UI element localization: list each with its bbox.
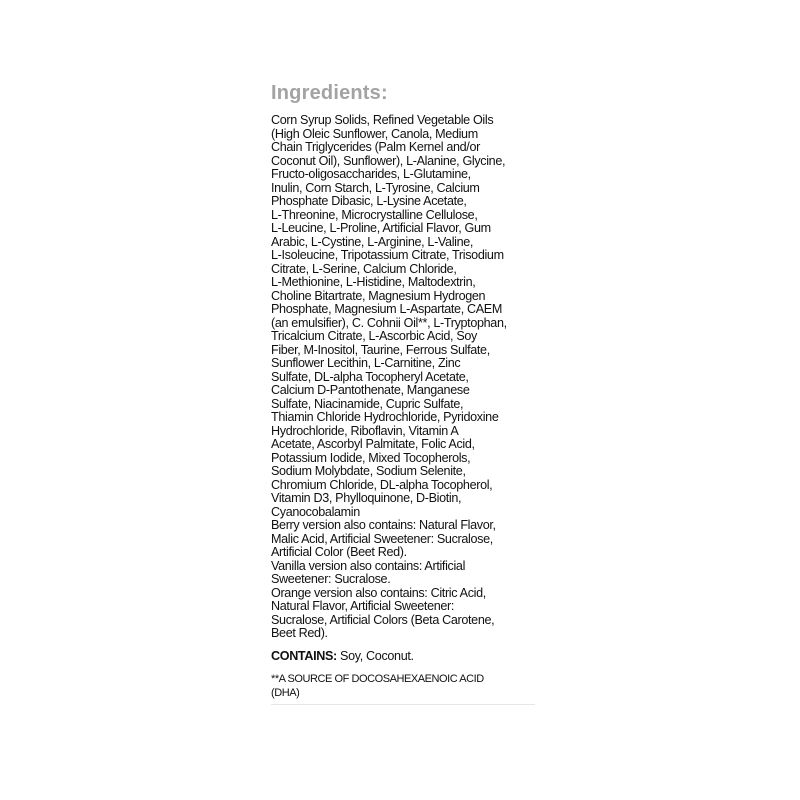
ingredient-line: Hydrochloride, Riboflavin, Vitamin A <box>271 423 459 438</box>
ingredient-line: Malic Acid, Artificial Sweetener: Sucralose, <box>271 531 493 546</box>
ingredient-line: Sweetener: Sucralose. <box>271 572 391 586</box>
ingredient-line: Artificial Color (Beet Red). <box>271 545 407 559</box>
contains-text: Soy, Coconut. <box>336 648 414 663</box>
ingredient-line: L-Threonine, Microcrystalline Cellulose, <box>271 207 478 222</box>
ingredient-line: Sodium Molybdate, Sodium Selenite, <box>271 464 466 478</box>
ingredient-line: Berry version also contains: Natural Flavor, <box>271 518 496 532</box>
ingredient-line: Vanilla version also contains: Artificial <box>271 558 466 573</box>
ingredient-line: Vitamin D3, Phylloquinone, D-Biotin, <box>271 491 462 505</box>
ingredient-line: Orange version also contains: Citric Acid, <box>271 585 486 600</box>
ingredient-line: Chromium Chloride, DL-alpha Tocopherol, <box>271 477 493 492</box>
ingredient-line: Corn Syrup Solids, Refined Vegetable Oils <box>271 113 494 127</box>
ingredient-line: L-Leucine, L-Proline, Artificial Flavor, Gum <box>271 221 491 235</box>
ingredient-line: Sulfate, Niacinamide, Cupric Sulfate, <box>271 396 464 411</box>
ingredients-panel <box>271 80 535 705</box>
ingredient-line: Fiber, M-Inositol, Taurine, Ferrous Sulfate, <box>271 342 490 357</box>
ingredient-line: Arabic, L-Cystine, L-Arginine, L-Valine, <box>271 234 474 249</box>
ingredient-line: Sulfate, DL-alpha Tocopheryl Acetate, <box>271 369 469 384</box>
dha-footnote <box>271 672 535 700</box>
ingredient-line: Inulin, Corn Starch, L-Tyrosine, Calcium <box>271 180 480 195</box>
ingredient-line: Sunflower Lecithin, L-Carnitine, Zinc <box>271 356 461 370</box>
ingredient-line: Beet Red). <box>271 626 328 640</box>
ingredient-line: (High Oleic Sunflower, Canola, Medium <box>271 126 478 141</box>
ingredient-line: Fructo-oligosaccharides, L-Glutamine, <box>271 167 471 181</box>
ingredient-line: Choline Bitartrate, Magnesium Hydrogen <box>271 288 486 303</box>
ingredient-line: Tricalcium Citrate, L-Ascorbic Acid, Soy <box>271 329 477 343</box>
ingredients-list <box>271 114 535 641</box>
ingredient-line: Coconut Oil), Sunflower), L-Alanine, Glycine, <box>271 153 506 168</box>
ingredient-line: Phosphate, Magnesium L-Aspartate, CAEM <box>271 302 502 316</box>
ingredient-line: L-Isoleucine, Tripotassium Citrate, Trisodium <box>271 248 504 262</box>
allergen-statement <box>271 649 535 663</box>
ingredient-line: Potassium Iodide, Mixed Tocopherols, <box>271 450 471 465</box>
ingredient-line: Natural Flavor, Artificial Sweetener: <box>271 599 455 613</box>
footnote-line: **A SOURCE OF DOCOSAHEXAENOIC ACID <box>271 672 484 685</box>
ingredient-line: Chain Triglycerides (Palm Kernel and/or <box>271 140 480 154</box>
ingredients-heading: Ingredients: <box>271 82 388 104</box>
ingredient-line: Acetate, Ascorbyl Palmitate, Folic Acid, <box>271 437 475 451</box>
ingredient-line: Phosphate Dibasic, L-Lysine Acetate, <box>271 194 467 208</box>
footnote-line: (DHA) <box>271 686 300 699</box>
ingredient-line: L-Methionine, L-Histidine, Maltodextrin, <box>271 275 476 289</box>
ingredient-line: Citrate, L-Serine, Calcium Chloride, <box>271 261 457 276</box>
ingredient-line: (an emulsifier), C. Cohnii Oil**, L-Tryptophan, <box>271 315 507 330</box>
ingredient-line: Thiamin Chloride Hydrochloride, Pyridoxine <box>271 410 499 424</box>
contains-label: CONTAINS: <box>271 648 337 663</box>
ingredient-line: Sucralose, Artificial Colors (Beta Carotene, <box>271 612 495 627</box>
ingredient-line: Calcium D-Pantothenate, Manganese <box>271 383 470 397</box>
divider <box>271 704 535 705</box>
ingredient-line: Cyanocobalamin <box>271 504 360 519</box>
